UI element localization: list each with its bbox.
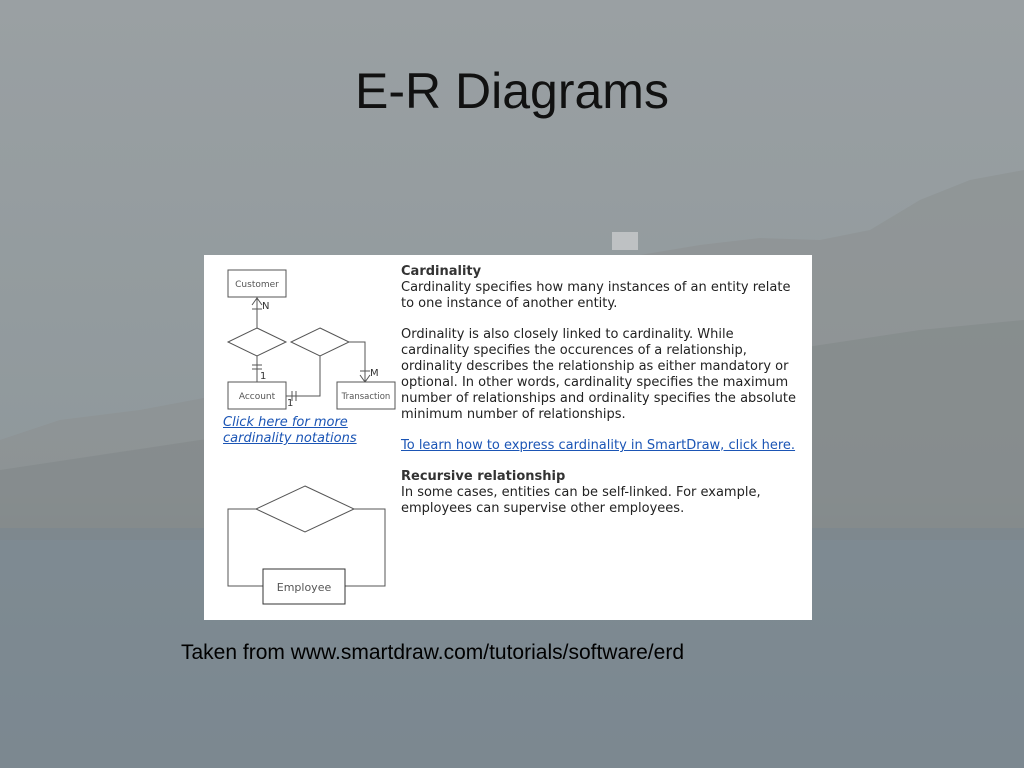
transaction-label: Transaction bbox=[341, 392, 391, 402]
account-top-1-mark: 1 bbox=[260, 371, 267, 382]
cardinality-notations-link[interactable]: Click here for more cardinality notations bbox=[223, 415, 357, 446]
smartdraw-cardinality-link[interactable]: To learn how to express cardinality in SmartDraw, click here. bbox=[401, 438, 796, 453]
customer-label: Customer bbox=[235, 280, 279, 290]
account-label: Account bbox=[238, 392, 276, 402]
recursive-heading: Recursive relationship bbox=[401, 469, 566, 484]
ordinality-paragraph: Ordinality is also closely linked to cardinality. While cardinality specifies the occurences of a relationship, ordinality describes the relationship as either mandatory or optional. In other words, cardinality specifies the maximum number of relationships and ordinality specifies the absolute minimum number of relationships. bbox=[401, 327, 796, 422]
customer-n-mark: N bbox=[262, 301, 270, 312]
left-relationship-diamond bbox=[228, 328, 286, 356]
cardinality-heading: Cardinality bbox=[401, 264, 482, 279]
cardinality-paragraph: Cardinality specifies how many instances of an entity relate to one instance of another entity. bbox=[401, 280, 791, 311]
recursive-paragraph: In some cases, entities can be self-linked. For example, employees can supervise other employees. bbox=[401, 485, 761, 516]
employee-label: Employee bbox=[276, 581, 332, 594]
source-caption: Taken from www.smartdraw.com/tutorials/software/erd bbox=[181, 641, 684, 664]
transaction-m-mark: M bbox=[370, 368, 379, 379]
right-relationship-diamond bbox=[291, 328, 349, 356]
account-right-1-mark: 1 bbox=[287, 398, 294, 409]
slide-title: E-R Diagrams bbox=[355, 63, 669, 119]
smartdraw-figure bbox=[204, 255, 812, 620]
explanation-text bbox=[401, 264, 806, 517]
recursive-relationship-diamond bbox=[256, 486, 354, 532]
